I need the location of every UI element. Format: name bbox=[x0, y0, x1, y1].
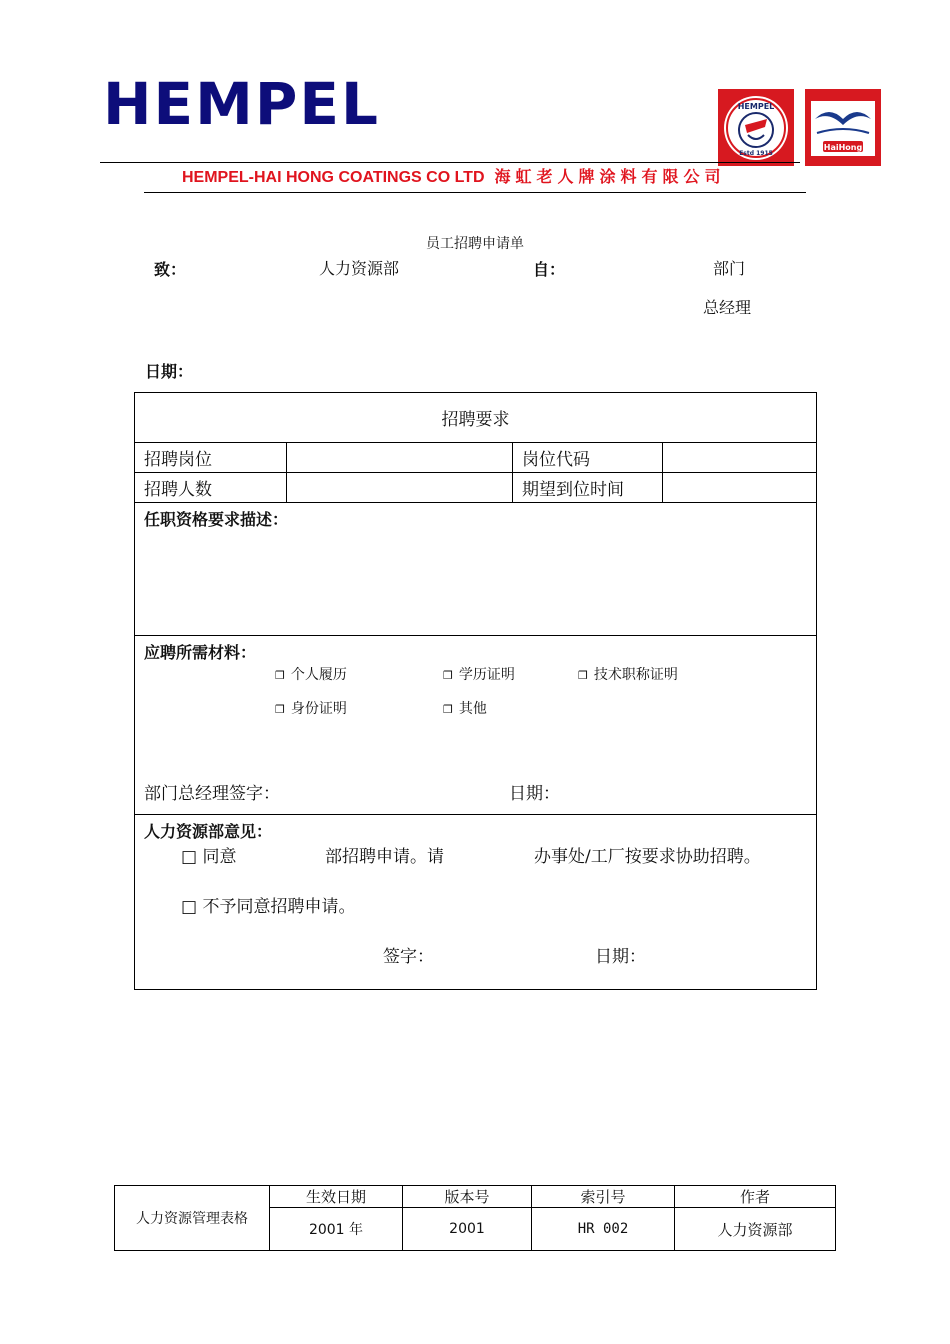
to-label: 致： bbox=[154, 260, 187, 279]
svg-text:HaiHong: HaiHong bbox=[823, 143, 863, 152]
footer-author-header: 作者 bbox=[675, 1186, 836, 1208]
recruitment-table bbox=[134, 392, 817, 990]
table-header: 招聘要求 bbox=[135, 393, 817, 443]
from-general-manager: 总经理 bbox=[703, 298, 752, 317]
footer-author: 人力资源部 bbox=[675, 1208, 836, 1251]
agree-text-suffix: 办事处/工厂按要求协助招聘。 bbox=[534, 847, 761, 867]
svg-text:HEMPEL: HEMPEL bbox=[737, 102, 775, 111]
company-name bbox=[182, 164, 726, 187]
hr-signature-label: 签字： bbox=[383, 947, 434, 967]
company-name-cn: 海虹老人牌涂料有限公司 bbox=[494, 169, 726, 186]
footer-version: 2001 bbox=[403, 1208, 532, 1251]
material-id[interactable]: ❒ 身份证明 bbox=[275, 701, 347, 717]
header-divider-top bbox=[100, 162, 800, 163]
header-divider-bottom bbox=[144, 192, 806, 193]
hempel-logo: HEMPEL bbox=[103, 70, 380, 138]
checkbox-icon[interactable]: ❒ bbox=[578, 669, 588, 682]
footer-effective-date-header: 生效日期 bbox=[270, 1186, 403, 1208]
qualification-label: 任职资格要求描述： bbox=[144, 510, 289, 529]
date-label: 日期： bbox=[145, 362, 194, 381]
company-name-en: HEMPEL-HAI HONG COATINGS CO LTD bbox=[182, 169, 485, 186]
form-title: 员工招聘申请单 bbox=[426, 236, 524, 252]
haihong-emblem bbox=[805, 89, 881, 166]
gm-date-label: 日期： bbox=[509, 784, 560, 804]
materials-section bbox=[135, 636, 817, 815]
footer-effective-date: 2001 年 bbox=[270, 1208, 403, 1251]
checkbox-icon[interactable]: ❒ bbox=[275, 669, 285, 682]
agree-option[interactable]: □ 同意 bbox=[181, 847, 237, 867]
hempel-emblem bbox=[718, 89, 794, 166]
material-other[interactable]: ❒ 其他 bbox=[443, 701, 487, 717]
footer-table bbox=[114, 1185, 836, 1251]
agree-text-middle: 部招聘申请。请 bbox=[325, 847, 444, 867]
checkbox-icon[interactable]: ❒ bbox=[443, 703, 453, 716]
disagree-option[interactable]: □ 不予同意招聘申请。 bbox=[181, 897, 356, 917]
position-label: 招聘岗位 bbox=[135, 443, 287, 473]
gm-signature-label: 部门总经理签字： bbox=[144, 784, 280, 804]
svg-text:Estd 1915: Estd 1915 bbox=[739, 150, 773, 157]
material-resume[interactable]: ❒ 个人履历 bbox=[275, 667, 347, 683]
material-title-cert[interactable]: ❒ 技术职称证明 bbox=[578, 667, 678, 683]
headcount-field[interactable] bbox=[287, 473, 513, 503]
hr-opinion-section bbox=[135, 815, 817, 990]
materials-label: 应聘所需材料： bbox=[144, 643, 257, 662]
from-label: 自： bbox=[533, 260, 566, 279]
footer-form-type: 人力资源管理表格 bbox=[115, 1186, 270, 1251]
position-code-label: 岗位代码 bbox=[513, 443, 663, 473]
footer-version-header: 版本号 bbox=[403, 1186, 532, 1208]
checkbox-icon[interactable]: ❒ bbox=[275, 703, 285, 716]
position-field[interactable] bbox=[287, 443, 513, 473]
arrival-time-label: 期望到位时间 bbox=[513, 473, 663, 503]
arrival-time-field[interactable] bbox=[663, 473, 817, 503]
from-department: 部门 bbox=[713, 259, 746, 278]
to-value: 人力资源部 bbox=[319, 259, 400, 278]
footer-index-header: 索引号 bbox=[532, 1186, 675, 1208]
position-code-field[interactable] bbox=[663, 443, 817, 473]
headcount-label: 招聘人数 bbox=[135, 473, 287, 503]
footer-index: HR 002 bbox=[532, 1208, 675, 1251]
material-diploma[interactable]: ❒ 学历证明 bbox=[443, 667, 515, 683]
hr-opinion-label: 人力资源部意见： bbox=[144, 822, 273, 841]
hr-date-label: 日期： bbox=[595, 947, 646, 967]
checkbox-icon[interactable]: ❒ bbox=[443, 669, 453, 682]
qualification-section[interactable] bbox=[135, 503, 817, 636]
